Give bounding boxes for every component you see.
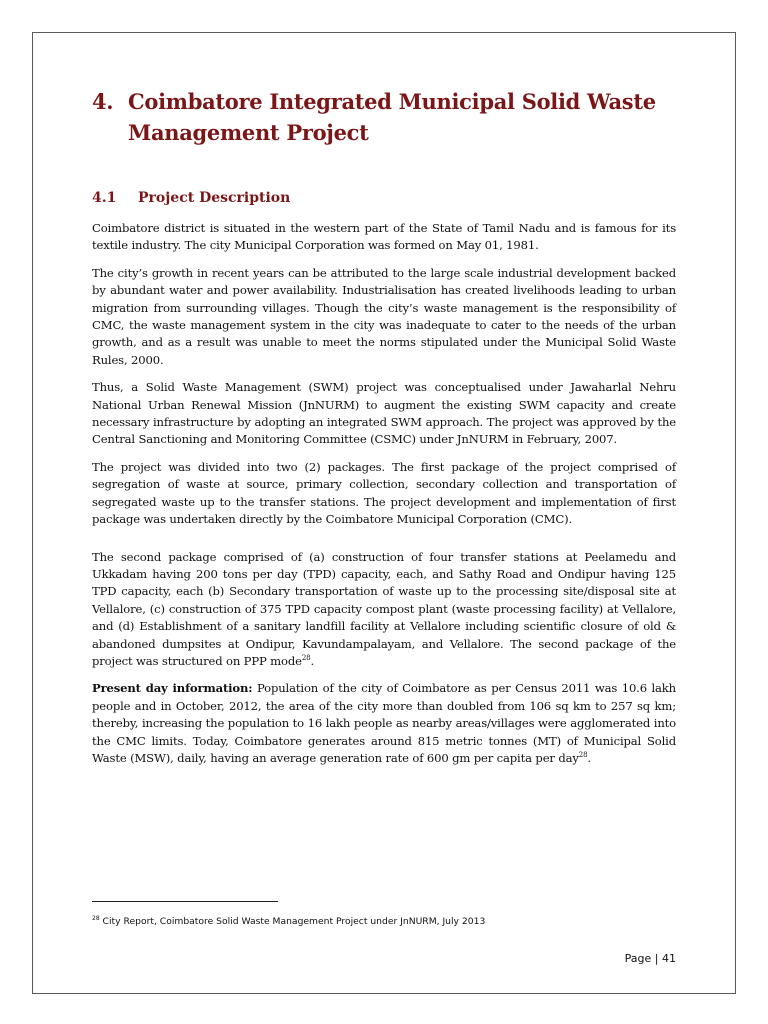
section-number: 4.1	[92, 190, 117, 206]
paragraph-growth: The city’s growth in recent years can be attributed to the large scale industrial development backed by abundant water and power availability. Industrialisation has created livelihoods leading to urban migration from surrounding villages. Though the city’s waste management is the responsibility of CMC, the waste management system in the city was inadequate to cater to the needs of the urban growth, and as a result was unable to meet the norms stipulated under the Municipal Solid Waste Rules, 2000.	[92, 265, 676, 367]
page-number: Page | 41	[624, 952, 676, 965]
footnote-reference[interactable]: 28	[301, 654, 311, 663]
present-day-label: Present day information:	[92, 681, 253, 696]
paragraph-second-package: The second package comprised of (a) construction of four transfer stations at Peelamedu and Ukkadam having 200 tons per day (TPD) capacity, each, and Sathy Road and Ondipur having 125 TPD capacity, each (b) Secondary transportation of waste up to the processing site/disposal site at Vellalore, (c) construction of 375 TPD capacity compost plant (waste processing facility) at Vellalore, and (d) Establishment of a sanitary landfill facility at Vellalore including scientific closure of old & abandoned dumpsites at Ondipur, Kavundampalayam, and Vellalore. The second package of the project was structured on PPP mode$^{28}$.	[92, 549, 676, 668]
section-title: Project Description	[138, 190, 291, 206]
paragraph-swm-project: Thus, a Solid Waste Management (SWM) project was conceptualised under Jawaharlal Nehru National Urban Renewal Mission (JnNURM) to augment the existing SWM capacity and create necessary infrastructure by adopting an integrated SWM approach. The project was approved by the Central Sanctioning and Monitoring Committee (CSMC) under JnNURM in February, 2007.	[92, 380, 676, 447]
document-body	[92, 86, 676, 777]
paragraph-packages: The project was divided into two (2) packages. The first package of the project comprised of segregation of waste at source, primary collection, secondary collection and transportation of segregated waste up to the transfer stations. The project development and implementation of first package was undertaken directly by the Coimbatore Municipal Corporation (CMC).	[92, 459, 676, 527]
footnote-reference[interactable]: 28	[578, 751, 588, 760]
footnote-number: 28	[92, 914, 100, 922]
chapter-heading	[92, 86, 676, 148]
paragraph-present-day: Present day information: Population of the city of Coimbatore as per Census 2011 was 10.6 lakh people and in October, 2012, the area of the city more than doubled from 106 sq km to 257 sq km; thereby, increasing the population to 16 lakh people as nearby areas/villages were agglomerated into the CMC limits. Today, Coimbatore generates around 815 metric tonnes (MT) of Municipal Solid Waste (MSW), daily, having an average generation rate of 600 gm per capita per day$^{28}$.	[92, 681, 676, 765]
section-heading	[92, 190, 676, 206]
paragraph-intro: Coimbatore district is situated in the western part of the State of Tamil Nadu and is famous for its textile industry. The city Municipal Corporation was formed on May 01, 1981.	[92, 221, 676, 253]
footnote-text: City Report, Coimbatore Solid Waste Management Project under JnNURM, July 2013	[99, 916, 486, 927]
footnote-divider	[92, 901, 278, 902]
paragraph-second-package-text: The second package comprised of (a) construction of four transfer stations at Peelamedu and Ukkadam having 200 tons per day (TPD) capacity, each, and Sathy Road and Ondipur having 125 TPD capacity, each (b) Secondary transportation of waste up to the processing site/disposal site at Vellalore, (c) construction of 375 TPD capacity compost plant (waste processing facility) at Vellalore, and (d) Establishment of a sanitary landfill facility at Vellalore including scientific closure of old & abandoned dumpsites at Ondipur, Kavundampalayam, and Vellalore. The second package of the project was structured on PPP mode	[92, 549, 676, 668]
footnote	[92, 916, 485, 927]
chapter-number: 4.	[92, 89, 114, 114]
chapter-title: Coimbatore Integrated Municipal Solid Waste Management Project	[128, 89, 656, 145]
paragraph-present-day-text: Population of the city of Coimbatore as per Census 2011 was 10.6 lakh people and in October, 2012, the area of the city more than doubled from 106 sq km to 257 sq km; thereby, increasing the population to 16 lakh people as nearby areas/villages were agglomerated into the CMC limits. Today, Coimbatore generates around 815 metric tonnes (MT) of Municipal Solid Waste (MSW), daily, having an average generation rate of 600 gm per capita per day	[92, 681, 676, 765]
